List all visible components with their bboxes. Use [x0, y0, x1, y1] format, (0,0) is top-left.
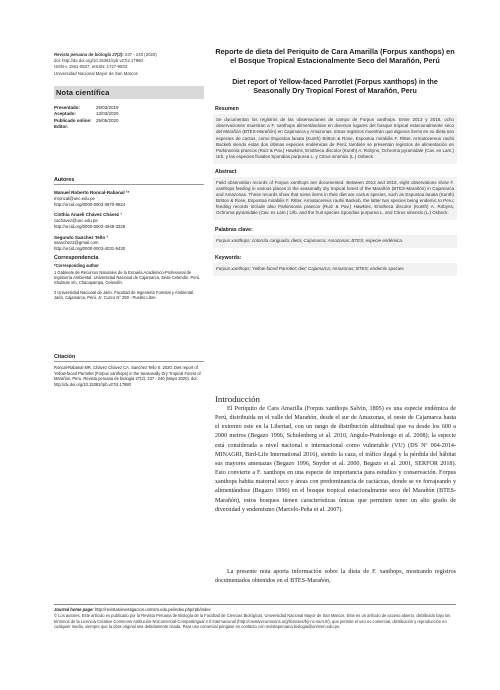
abstract-heading: Abstract: [215, 168, 237, 175]
journal-title: Revista peruana de biología 27(2):: [54, 52, 124, 57]
journal-university: Universidad Nacional Mayor de San Marcos: [54, 70, 138, 76]
affiliation-1: 1 Gabinete de Recursos Naturales de la Escuela Académico-Profesional de Ingeniería Ambiental. Universidad Nacional de Cajamarca, Sede Celendín. Perú. Shulitute s/n, Chacapampa, Celendín.: [54, 269, 201, 286]
abstract-text: Field observation records of Forpus xanthops are documented. Between 2013 and 2018, eight observations show F. xanthops feeding in various places in the seasonally dry tropical forest of the Marañón (BTES-Marañón) in Cajamarca and Amazonas. These records show that some items in their diet are cactus species, such as Espostoa lanata (Kunth) Britton & Rose, Espostoa mirabilis F. Ritter, Armatocereus rauhii Backeb, the latter two species being endemic to Peru; feeding records include also Parkinsonia praecox (Ruiz & Pav.) Hawkins, Eriotheca discolor (Kunth) A. Robyns, Ochroma pyramidale (Cav. ex Lam.) Urb. and the fruit species Spondias purpurea L. and Citrus sinensis (L.) Osbeck.: [213, 177, 457, 221]
author-name: Manuel Roberto Roncal-Rabanal ¹*: [54, 190, 130, 196]
abstract-column: [213, 47, 457, 276]
author-email[interactable]: mroncal@unc.edu.pe: [54, 196, 95, 202]
date-row: Publicado online: 25/05/2020: [54, 117, 119, 123]
title-spanish: Reporte de dieta del Periquito de Cara Amarilla (Forpus xanthops) en el Bosque Tropical Estacionalmente Seco del Marañón, Perú: [215, 47, 455, 66]
page-footer: [54, 604, 456, 630]
date-row: Aceptado: 13/03/2020: [54, 111, 119, 117]
palabras-clave-text: Forpus xanthops; cotorrita cariguaila; dieta; Cajamarca; Amazonas; BTES; especie endémica.: [213, 235, 457, 248]
introduction-paragraph-2: La presente nota aporta información sobre la dieta de F. xanthops, mostrando registros documentados obtenidos en el BTES-Marañón,: [215, 569, 456, 585]
footer-home-link[interactable]: http://revistasinvestigacion.unmsm.edu.pe/index.php/rpb/index: [93, 607, 211, 612]
journal-info: [54, 52, 204, 77]
resumen-heading: Resumen: [215, 106, 239, 113]
author-orcid[interactable]: http://orcid.org/0000-0003-4031-9430: [54, 245, 126, 251]
left-sidebar: [54, 52, 204, 387]
author-email[interactable]: ssanchez2@gmail.com: [54, 240, 99, 246]
author-name: Cinthia Anaeli Chávez Chávez ²: [54, 212, 122, 218]
resumen-text: Se documentan los registros de las observaciones de campo de Forpus xanthops. Entre 2013 y 2018, ocho observaciones muestran a F. xanthops alimentándose en diversos lugares del bosque tropical estacionalmente seco del Marañón (BTES-Marañón) en Cajamarca y Amazonas. Estos registros muestran que algunos ítems en su dieta son especies de cactus, como Espostoa lanata (Kunth) Britton & Rose, Espostoa mirabilis F. Ritter, Armatocereus rauhii Backeb siendo estas dos últimas especies endémicas de Perú; también se presentan registros de alimentación en Parkinsonia praecox (Ruiz & Pav.) Hawkins, Eriotheca discolor (Kunth) A. Robyns, Ochroma pyramidale (Cav. ex Lam.) Urb. y las especies frutales Spondias purpurea L. y Citrus sinensis (L.) Osbeck.: [213, 114, 457, 164]
author-entry: [54, 212, 204, 229]
palabras-clave-heading: Palabras clave:: [215, 227, 253, 234]
section-label: Nota científica: [54, 86, 204, 99]
author-entry: [54, 190, 204, 207]
introduction-paragraph-1: El Periquito de Cara Amarilla (Forpus xanthops Salvin, 1895) es una especie endémica de Perú, distribuida en el valle del Marañón, desde el sur de Amazonas, el oeste de Cajamarca hasta el extremo este en la Libertad, con un rango de distribución altitudinal que va desde los 600 a 2000 metros (Begazo 1996, Schulenberg et al. 2010, Angulo-Pratolongo et al. 2008); la especie está considerada a nivel nacional e internacional como vulnerable (VU) (DS Nº 004-2014-MINAGRI, Bird-Life International 2016), siendo la caza, el tráfico ilegal y la pérdida del hábitat sus mayores amenazas (Begazo 1996, Snyder et al. 2000, Begazo et al. 2001, SERFOR 2018). Esto convierte a F. xanthops en una especie de importancia para estudios y conservación. Forpus xanthops habita matorral seco y áreas con predominancia de cactáceas, donde se ve forrajeando y alimentándose (Begazo 1996) en el bosque tropical estacionalmente seco del Marañón (BTES-Marañón), estos bosques tienen características únicas que permiten tener un alto grado de diversidad y endemismo (Marcelo-Peña et al. 2007).: [215, 406, 456, 513]
footer-home-label: Journal home page:: [54, 607, 94, 612]
journal-doi[interactable]: doi: http://dx.doi.org/10.15381/rpb.v27i2.17880: [54, 58, 143, 64]
journal-issn: ISSN-L 1561-0837; eISSN: 1727-9933: [54, 64, 128, 70]
author-orcid[interactable]: http://orcid.org/0000-0003-4948-3328: [54, 223, 126, 229]
title-english: Diet report of Yellow-faced Parrotlet (Forpus xanthops) in the Seasonally Dry Tropical Forest of Marañón, Peru: [232, 77, 438, 96]
keywords-text: Forpus xanthops; Yellow-faced Parrotlet; diet; Cajamarca; Amazonas; BTES; endemic species.: [213, 263, 457, 276]
corresponding-note: *Corresponding author: [54, 263, 99, 269]
author-orcid[interactable]: http://orcid.org/0000-0003-3870-9824: [54, 201, 126, 207]
article-dates: [54, 105, 204, 131]
date-row: Presentado: 25/03/2019: [54, 104, 119, 110]
keywords-heading: Keywords:: [215, 255, 242, 262]
footer-license: © Los autores. Este artículo es publicado por la Revista Peruana de Biología de la Facultad de Ciencias Biológicas, Universidad Nacional Mayor de San Marcos. Este es un artículo de acceso abierto, distribuido bajo los términos de la Licencia Creative Commons Atribución-NoComercial-CompartirIgual 4.0 Internacional (http://creativecommons.org/licenses/by-nc-sa/4.0/), que permite el uso no comercial, distribución y reproducción en cualquier medio, siempre que la obra original sea debidamente citada. Para uso comercial póngase en contacto con revistaperuana.biologia@unmsm.edu.pe.: [54, 613, 451, 630]
author-email[interactable]: cachavez@unc.edu.pe: [54, 218, 98, 224]
introduction-heading: Introducción: [215, 394, 260, 404]
citation-heading: Citación: [54, 354, 204, 363]
affiliation-2: 2 Universidad Nacional de Jaén. Facultad de Ingeniería Forestal y Ambiental. Jaén, Cajamarca, Perú. Jr. Cuzco N° 250 - Pueblo Libre.: [54, 289, 195, 301]
author-entry: [54, 235, 204, 252]
author-name: Segundo Sanchez Tello ²: [54, 234, 109, 240]
citation-text: Roncal-Rabanal MR, Chávez Chávez CA, Sanchez Tello S. 2020. Diet report of Yellow-faced Parrotlet (Forpus xanthops) in the Seasonally Dry Tropical Forest of Marañón, Peru. Revista peruana de biología 27(2): 237 - 240 (Mayo 2020). doi: http://dx.doi.org/10.15381/rpb.v27i2.17880: [54, 365, 201, 387]
date-row: Editor:: [54, 124, 69, 130]
correspondence-heading: Correspondencia: [54, 254, 99, 261]
journal-volume: 237 - 240 (2020): [123, 52, 157, 57]
authors-heading: Autores: [54, 177, 204, 186]
